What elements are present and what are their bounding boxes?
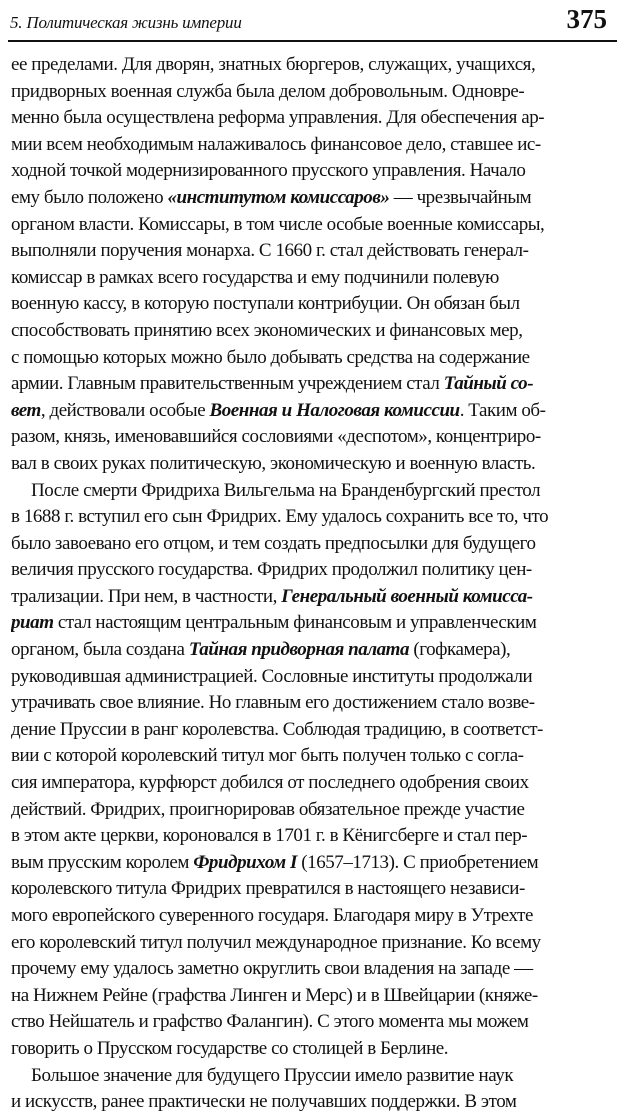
text-line [11, 557, 622, 584]
text-line [11, 79, 622, 106]
text-line [11, 850, 622, 877]
text-line [11, 690, 622, 717]
text-run: Большое значение для будущего Пруссии имело развитие наук [31, 1064, 514, 1086]
text-run: и искусств, ранее практически не получавших поддержки. В этом [11, 1091, 517, 1113]
text-run: вии с которой королевский титул мог быть получен только с согла- [11, 745, 524, 767]
text-run: вал в своих руках политическую, экономическую и военную власть. [11, 452, 536, 474]
text-run: вым прусским королем [11, 851, 194, 873]
text-line [11, 212, 622, 239]
text-run: прочему ему удалось заметно округлить свои владения на западе — [11, 958, 533, 980]
text-run: мого европейского суверенного государя. Благодаря миру в Утрехте [11, 905, 533, 926]
text-run: органом власти. Комиссары, в том числе особые военные комиссары, [11, 213, 545, 235]
text-line [11, 797, 622, 824]
body-text [11, 52, 622, 1116]
text-line [11, 610, 622, 637]
text-run: способствовать принятию всех экономических и финансовых мер, [11, 319, 523, 341]
text-line [11, 637, 622, 664]
page-number: 375 [566, 4, 607, 34]
text-run: говорить о Прусском государстве со столицей в Берлине. [11, 1037, 449, 1059]
text-line [11, 770, 622, 797]
text-run: — чрезвычайным [389, 186, 532, 208]
text-line [11, 105, 622, 132]
text-line [11, 1089, 622, 1116]
text-run: ему было положено [11, 186, 168, 208]
text-run: ее пределами. Для дворян, знатных бюргеров, служащих, учащихся, [11, 54, 536, 75]
text-line [11, 823, 622, 850]
text-line [11, 504, 622, 531]
emphasized-term: Фридрихом I [193, 851, 297, 873]
emphasized-term: Тайный со- [443, 373, 534, 395]
text-line [11, 291, 622, 318]
text-run: военную кассу, в которую поступали контрибуции. Он обязан был [11, 293, 520, 315]
text-line [11, 132, 622, 159]
text-run: После смерти Фридриха Вильгельма на Бранденбургский престол [31, 479, 541, 501]
text-run: утрачивать свое влияние. Но главным его достижением стало возве- [11, 692, 535, 714]
text-run: комиссар в рамках всего государства и ему подчинили полевую [11, 266, 499, 288]
text-run: на Нижнем Рейне (графства Линген и Мерс) и в Швейцарии (княже- [11, 984, 538, 1006]
text-run: мии всем необходимым налаживалось финансовое дело, ставшее ис- [11, 133, 541, 155]
text-run: было завоевано его отцом, и тем создать предпосылки для будущего [11, 532, 536, 554]
text-line [11, 318, 622, 345]
text-run: менно была осуществлена реформа управления. Для обеспечения ар- [11, 107, 545, 129]
text-line [11, 983, 622, 1010]
text-run: дение Пруссии в ранг королевства. Соблюдая традицию, в соответст- [11, 718, 543, 740]
text-run: ходной точкой модернизированного прусского управления. Начало [11, 160, 526, 182]
text-run: его королевский титул получил международное признание. Ко всему [11, 931, 541, 953]
section-title: 5. Политическая жизнь империи [10, 13, 242, 32]
text-line [11, 1036, 622, 1063]
text-line [11, 238, 622, 265]
text-line [11, 478, 622, 505]
text-run: трализации. При нем, в частности, [11, 585, 282, 607]
text-line [11, 371, 622, 398]
text-line [11, 956, 622, 983]
text-line [11, 185, 622, 212]
text-line [11, 664, 622, 691]
text-line [11, 531, 622, 558]
text-line [11, 451, 622, 478]
text-run: , действовали особые [40, 399, 210, 421]
text-line [11, 158, 622, 185]
emphasized-term: Тайная придворная палата [188, 639, 410, 661]
text-run: (1657–1713). С приобретением [296, 851, 539, 873]
emphasized-term: риат [11, 612, 54, 634]
text-line [11, 1009, 622, 1036]
text-line [11, 52, 622, 79]
emphasized-term: «институтом комиссаров» [167, 186, 390, 208]
text-line [11, 345, 622, 372]
text-line [11, 584, 622, 611]
text-run: королевского титула Фридрих превратился в настоящего независи- [11, 878, 525, 900]
text-line [11, 398, 622, 425]
text-run: сия императора, курфюрст добился от последнего одобрения своих [11, 772, 529, 794]
text-run: действий. Фридрих, проигнорировав обязательное прежде участие [11, 798, 525, 820]
text-run: выполняли поручения монарха. С 1660 г. стал действовать генерал- [11, 240, 529, 262]
text-line [11, 1063, 622, 1090]
text-line [11, 876, 622, 903]
text-run: руководившая администрацией. Сословные институты продолжали [11, 665, 533, 687]
emphasized-term: Генеральный военный комисса- [281, 585, 533, 607]
text-run: придворных военная служба была делом добровольным. Одновре- [11, 80, 525, 102]
text-run: стал настоящим центральным финансовым и управленческим [53, 612, 537, 634]
running-header [8, 0, 617, 42]
text-run: . Таким об- [459, 399, 546, 421]
text-run: с помощью которых можно было добывать средства на содержание [11, 346, 530, 368]
text-run: (гофкамера), [409, 639, 511, 661]
text-line [11, 930, 622, 957]
emphasized-term: Военная и Налоговая комиссии [209, 399, 460, 421]
text-run: органом, была создана [11, 639, 189, 661]
text-line [11, 743, 622, 770]
text-run: ство Нейшатель и графство Фалангин). С этого момента мы можем [11, 1011, 529, 1033]
emphasized-term: вет [11, 399, 41, 421]
text-run: величия прусского государства. Фридрих продолжил политику цен- [11, 559, 532, 581]
text-line [11, 424, 622, 451]
text-line [11, 717, 622, 744]
text-run: разом, князь, именовавшийся сословиями «деспотом», концентриро- [11, 426, 541, 448]
text-line [11, 903, 622, 930]
text-line [11, 265, 622, 292]
text-run: в этом акте церкви, короновался в 1701 г. в Кёнигсберге и стал пер- [11, 825, 528, 847]
text-run: в 1688 г. вступил его сын Фридрих. Ему удалось сохранить все то, что [11, 506, 549, 528]
text-run: армии. Главным правительственным учреждением стал [11, 373, 444, 395]
